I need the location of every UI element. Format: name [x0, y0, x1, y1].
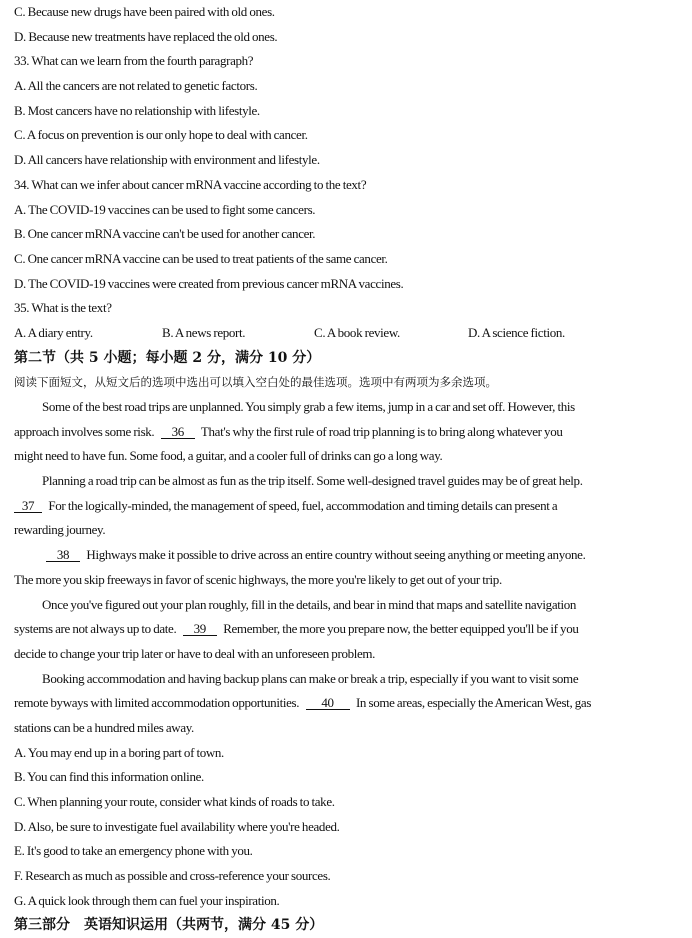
answer-option-g: G. A quick look through them can fuel your inspiration.	[14, 892, 280, 908]
blank-36: 36	[161, 425, 195, 439]
passage-p5-text-b: In some areas, especially the American West, gas	[355, 695, 592, 711]
blank-37: 37	[14, 499, 42, 513]
q33-option-d: D. All cancers have relationship with environment and lifestyle.	[14, 152, 320, 168]
q33-option-b: B. Most cancers have no relationship with lifestyle.	[14, 102, 260, 118]
q35-option-c: C. A book review.	[314, 324, 400, 340]
q35-options	[14, 321, 692, 346]
passage-p4-line1: Once you've figured out your plan roughly, fill in the details, and bear in mind that maps and satellite navigation	[42, 596, 577, 612]
blank-39: 39	[183, 622, 217, 636]
answer-option-b: B. You can find this information online.	[14, 769, 204, 785]
q35-option-d: D. A science fiction.	[468, 324, 565, 340]
passage-p5-line3: stations can be a hundred miles away.	[14, 719, 194, 735]
answer-option-c: C. When planning your route, consider what kinds of roads to take.	[14, 794, 335, 809]
q33-stem: 33. What can we learn from the fourth paragraph?	[14, 53, 254, 69]
passage-p3-line2: The more you skip freeways in favor of scenic highways, the more you're likely to get out of your trip.	[14, 571, 502, 587]
passage-p2-text: For the logically-minded, the management of speed, fuel, accommodation and timing details can present a	[48, 497, 558, 513]
q34-option-c: C. One cancer mRNA vaccine can be used to treat patients of the same cancer.	[14, 250, 388, 266]
passage-p1-line3: might need to have fun. Some food, a guitar, and a cooler full of drinks can go a long way.	[14, 448, 443, 464]
part3-heading: 第三部分 英语知识运用（共两节，满分 45 分）	[14, 917, 324, 934]
passage-p4-text-a: systems are not always up to date.	[14, 621, 177, 637]
passage-p4-line3: decide to change your trip later or have to deal with an unforeseen problem.	[14, 645, 376, 661]
passage-p2-line2	[14, 494, 692, 519]
passage-p5-text-a: remote byways with limited accommodation opportunities.	[14, 695, 300, 711]
passage-p3-line1	[14, 543, 692, 568]
passage-p4-line2	[14, 617, 692, 642]
passage-p2-line1: Planning a road trip can be almost as fun as the trip itself. Some well-designed travel guides may be of great help.	[42, 473, 583, 489]
passage-p1-text-a: approach involves some risk.	[14, 423, 155, 439]
passage-p5-line1: Booking accommodation and having backup plans can make or break a trip, especially if you want to visit some	[42, 670, 579, 686]
answer-option-e: E. It's good to take an emergency phone with you.	[14, 843, 253, 859]
q34-option-b: B. One cancer mRNA vaccine can't be used for another cancer.	[14, 226, 316, 242]
q35-stem: 35. What is the text?	[14, 300, 112, 316]
q32-option-d: D. Because new treatments have replaced the old ones.	[14, 28, 278, 44]
q33-option-a: A. All the cancers are not related to genetic factors.	[14, 78, 258, 94]
section2-heading: 第二节（共 5 小题；每小题 2 分，满分 10 分）	[14, 349, 321, 366]
passage-p5-line2	[14, 691, 692, 716]
passage-p1-text-b: That's why the first rule of road trip planning is to bring along whatever you	[200, 423, 563, 439]
passage-p4-text-b: Remember, the more you prepare now, the better equipped you'll be if you	[223, 621, 579, 637]
answer-option-f: F. Research as much as possible and cross-reference your sources.	[14, 868, 331, 884]
passage-p1-line1: Some of the best road trips are unplanned. You simply grab a few items, jump in a car and set off. However, this	[42, 399, 575, 414]
q34-option-d: D. The COVID-19 vaccines were created from previous cancer mRNA vaccines.	[14, 275, 404, 291]
passage-p2-line3: rewarding journey.	[14, 522, 106, 538]
section2-instruction: 阅读下面短文，从短文后的选项中选出可以填入空白处的最佳选项。选项中有两项为多余选项。	[14, 375, 497, 390]
answer-option-a: A. You may end up in a boring part of town.	[14, 744, 224, 760]
q35-option-a: A. A diary entry.	[14, 324, 93, 340]
passage-p3-text: Highways make it possible to drive across an entire country without seeing anything or meeting anyone.	[86, 547, 586, 563]
q34-stem: 34. What can we infer about cancer mRNA vaccine according to the text?	[14, 176, 367, 192]
answer-option-d: D. Also, be sure to investigate fuel availability where you're headed.	[14, 818, 340, 834]
blank-38: 38	[46, 548, 80, 562]
passage-p1-line2	[14, 420, 692, 445]
q33-option-c: C. A focus on prevention is our only hope to deal with cancer.	[14, 127, 308, 143]
blank-40: 40	[306, 696, 350, 710]
q32-option-c: C. Because new drugs have been paired with old ones.	[14, 4, 275, 19]
q35-option-b: B. A news report.	[162, 324, 246, 340]
q34-option-a: A. The COVID-19 vaccines can be used to fight some cancers.	[14, 201, 316, 217]
